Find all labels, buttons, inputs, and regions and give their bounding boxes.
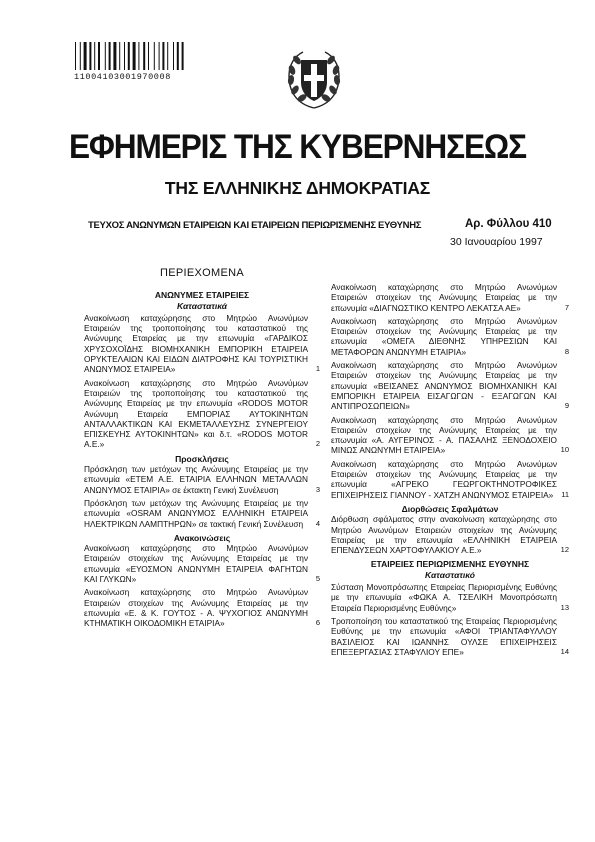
entry-page-number: 4	[315, 518, 320, 528]
entry-page-number: 11	[561, 489, 569, 499]
contents-entry	[331, 360, 569, 411]
section-heading: Διορθώσεις Σφαλμάτων	[401, 503, 499, 514]
entry-page-number: 6	[315, 618, 320, 628]
entry-page-number: 2	[315, 439, 320, 449]
contents-entry	[331, 415, 569, 456]
section-heading: Ανακοινώσεις	[173, 532, 231, 543]
contents-entry	[331, 514, 569, 555]
contents-entry	[84, 378, 320, 450]
entry-text: Ανακοίνωση καταχώρησης στο Μητρώο Ανωνύμων Εταιρειών της τροποποίησης του καταστατικού της Ανώνυμης Εταιρείας με την επωνυμία «RODOS MOTOR Ανώνυμη Εταιρεία ΕΜΠΟΡΙΑΣ ΑΥΤΟΚΙΝΗΤΩΝ ΑΝΤΑΛΛΑΚΤΙΚΩΝ ΚΑΙ ΕΚΜΕΤΑΛΛΕΥΣΗΣ ΣΥΝΕΡΓΕΙΟΥ ΕΠΙΣΚΕΥΗΣ ΑΥΤΟΚΙΝΗΤΩΝ» και δ.τ. «RODOS MOTOR A.E.»	[84, 377, 308, 450]
contents-entry	[84, 587, 320, 628]
entry-page-number: 5	[315, 574, 320, 584]
entry-text: Διόρθωση σφάλματος στην ανακοίνωση καταχώρησης στο Μητρώο Ανωνύμων Εταιρειών στοιχείων της Ανώνυμης Εταιρείας με την επωνυμία «ΕΛΛΗΝΙΚΗ ΕΤΑΙΡΕΙΑ ΕΠΕΝΔΥΣΕΩΝ ΧΑΡΤΟΦΥΛΑΚΙΟΥ Α.Ε.»	[331, 514, 557, 556]
gazette-title: ΕΦΗΜΕΡΙΣ ΤΗΣ ΚΥΒΕΡΝΗΣΕΩΣ	[68, 128, 527, 166]
entry-text: Ανακοίνωση καταχώρησης στο Μητρώο Ανωνύμων Εταιρειών στοιχείων της Ανώνυμης Εταιρείας με την επωνυμία «ΒΕΙΣΑΝΕΣ ΑΝΩΝΥΜΟΣ ΒΙΟΜΗΧΑΝΙΚΗ ΚΑΙ ΕΜΠΟΡΙΚΗ ΕΤΑΙΡΕΙΑ ΕΙΣΑΓΩΓΩΝ - ΕΞΑΓΩΓΩΝ ΚΑΙ ΑΝΤΙΠΡΟΣΩΠΕΙΩΝ»	[331, 360, 557, 412]
contents-title: ΠΕΡΙΕΧΟΜΕΝΑ	[160, 267, 244, 279]
entry-text: Ανακοίνωση καταχώρησης στο Μητρώο Ανωνύμων Εταιρειών στοιχείων της Ανώνυμης Εταιρείας με την επωνυμία «ΔΙΑΓΝΩΣΤΙΚΟ ΚΕΝΤΡΟ ΛΕΚΑΤΣΑ ΑΕ»	[331, 282, 557, 313]
sheet-number: Αρ. Φύλλου 410	[465, 218, 552, 230]
issue-type: ΤΕΥΧΟΣ ΑΝΩΝΥΜΩΝ ΕΤΑΙΡΕΙΩΝ ΚΑΙ ΕΤΑΙΡΕΙΩΝ ΠΕΡΙΩΡΙΣΜΕΝΗΣ ΕΥΘΥΝΗΣ	[88, 220, 422, 231]
entry-text: Ανακοίνωση καταχώρησης στο Μητρώο Ανωνύμων Εταιρειών στοιχείων της Ανώνυμης Εταιρείας με την επωνυμία «Α. ΑΥΓΕΡΙΝΟΣ - Α. ΠΑΣΑΛΗΣ ΞΕΝΟΔΟΧΕΙΟ ΜΙΝΩΣ ΑΝΩΝΥΜΗ ΕΤΑΙΡΕΙΑ»	[331, 414, 557, 456]
entry-page-number: 7	[564, 302, 569, 312]
barcode	[74, 42, 210, 70]
contents-right-column	[331, 282, 569, 660]
entry-page-number: 13	[560, 602, 569, 612]
entry-text: Πρόσκληση των μετόχων της Ανώνυμης Εταιρείας με την επωνυμία «ΕΤΕΜ Α.Ε. ΕΤΑΙΡΙΑ ΕΛΛΗΝΩΝ ΜΕΤΑΛΛΩΝ ΑΝΩΝΥΜΟΣ ΕΤΑΙΡΙΑ» σε έκτακτη Γενική Συνέλευση	[84, 464, 308, 495]
entry-page-number: 8	[564, 346, 569, 356]
entry-text: Σύσταση Μονοπρόσωπης Εταιρείας Περιορισμένης Ευθύνης με την επωνυμία «ΦΩΚΑ Α. ΤΣΕΛΙΚΗ Μονοπρόσωπη Εταιρεία Περιορισμένης Ευθύνης»	[331, 582, 557, 613]
contents-entry	[331, 459, 569, 500]
barcode-number: 11004103001970008	[74, 72, 171, 82]
contents-entry	[84, 498, 320, 529]
section-subheading: Καταστατικά	[177, 300, 227, 311]
entry-page-number: 9	[564, 401, 569, 411]
greek-coat-of-arms-emblem	[283, 46, 345, 112]
entry-page-number: 3	[315, 484, 320, 494]
entry-text: Ανακοίνωση καταχώρησης στο Μητρώο Ανωνύμων Εταιρειών στοιχείων της Ανώνυμης Εταιρείας με την επωνυμία «ΟΜΕΓΑ ΔΙΕΘΝΗΣ ΥΠΗΡΕΣΙΩΝ ΚΑΙ ΜΕΤΑΦΟΡΩΝ ΑΝΩΝΥΜΗ ΕΤΑΙΡΙΑ»	[331, 315, 557, 357]
contents-entry	[331, 282, 569, 313]
entry-page-number: 1	[315, 364, 320, 374]
entry-page-number: 12	[560, 545, 569, 555]
entry-page-number: 10	[560, 445, 569, 455]
issue-date: 30 Ιανουαρίου 1997	[450, 236, 543, 248]
entry-text: Ανακοίνωση καταχώρησης στο Μητρώο Ανωνύμων Εταιρειών της τροποποίησης του καταστατικού της Ανώνυμης Εταιρείας με την επωνυμία «ΓΑΡΔΙΚΟΣ ΧΡΥΣΟΧΟΪΔΗΣ ΒΙΟΜΗΧΑΝΙΚΗ ΕΜΠΟΡΙΚΗ ΕΤΑΙΡΕΙΑ ΟΡΥΚΤΕΛΑΙΩΝ ΚΑΙ ΕΙΔΩΝ ΔΙΑΤΡΟΦΗΣ ΚΑΙ ΤΟΥΡΙΣΤΙΚΗ ΑΝΩΝΥΜΟΣ ΕΤΑΙΡΕΙΑ»	[84, 312, 308, 375]
section-subheading: Καταστατικό	[425, 569, 475, 580]
entry-text: Πρόσκληση των μετόχων της Ανώνυμης Εταιρείας με την επωνυμία «OSRAM ΑΝΩΝΥΜΟΣ ΕΛΛΗΝΙΚΗ ΕΤΑΙΡΕΙΑ ΗΛΕΚΤΡΙΚΩΝ ΛΑΜΠΤΗΡΩΝ» σε τακτική Γενική Συνέλευση	[84, 497, 308, 529]
contents-entry	[331, 316, 569, 357]
contents-entry	[331, 582, 569, 613]
entry-text: Τροποποίηση του καταστατικού της Εταιρείας Περιορισμένης Ευθύνης με την επωνυμία «ΑΦΟΙ ΤΡΙΑΝΤΑΦΥΛΛΟΥ ΒΑΣΙΛΕΙΟΣ ΚΑΙ ΙΩΑΝΝΗΣ ΟΥΛΣΕ ΕΠΙΧΕΙΡΗΣΕΙΣ ΕΠΕΞΕΡΓΑΣΙΑΣ ΣΤΑΦΥΛΙΟΥ ΕΠΕ»	[331, 615, 557, 657]
contents-left-column	[84, 262, 320, 632]
section-heading: ΕΤΑΙΡΕΙΕΣ ΠΕΡΙΩΡΙΣΜΕΝΗΣ ΕΥΘΥΝΗΣ	[370, 559, 530, 570]
contents-entry	[84, 464, 320, 495]
section-heading: ΑΝΩΝΥΜΕΣ ΕΤΑΙΡΕΙΕΣ	[154, 290, 250, 301]
entry-text: Ανακοίνωση καταχώρησης στο Μητρώο Ανωνύμων Εταιρειών στοιχείων της Ανώνυμης Εταιρείας με την επωνυμία «ΕΥΟΣΜΟΝ ΑΝΩΝΥΜΗ ΕΤΑΙΡΕΙΑ ΦΑΓΗΤΩΝ ΚΑΙ ΓΛΥΚΩΝ»	[84, 543, 308, 585]
section-heading: Προσκλήσεις	[175, 453, 229, 464]
gazette-subtitle: ΤΗΣ ΕΛΛΗΝΙΚΗΣ ΔΗΜΟΚΡΑΤΙΑΣ	[164, 178, 431, 198]
entry-text: Ανακοίνωση καταχώρησης στο Μητρώο Ανωνύμων Εταιρειών στοιχείων της Ανώνυμης Εταιρείας με την επωνυμία «ΑΓΡΕΚΟ ΓΕΩΡΓΟΚΤΗΝΟΤΡΟΦΙΚΕΣ ΕΠΙΧΕΙΡΗΣΕΙΣ ΓΙΑΝΝΟΥ - ΧΑΤΖΗ ΑΝΩΝΥΜΟΣ ΕΤΑΙΡΕΙΑ»	[331, 458, 557, 500]
contents-entry	[84, 313, 320, 375]
contents-entry	[331, 616, 569, 657]
contents-entry	[84, 543, 320, 584]
entry-page-number: 14	[560, 646, 569, 656]
entry-text: Ανακοίνωση καταχώρησης στο Μητρώο Ανωνύμων Εταιρειών στοιχείων της Ανώνυμης Εταιρείας με την επωνυμία «Ε. & Κ. ΓΟΥΤΟΣ - Α. ΨΥΧΟΓΙΟΣ ΑΝΩΝΥΜΗ ΚΤΗΜΑΤΙΚΗ ΟΙΚΟΔΟΜΙΚΗ ΕΤΑΙΡΙΑ»	[84, 587, 308, 629]
